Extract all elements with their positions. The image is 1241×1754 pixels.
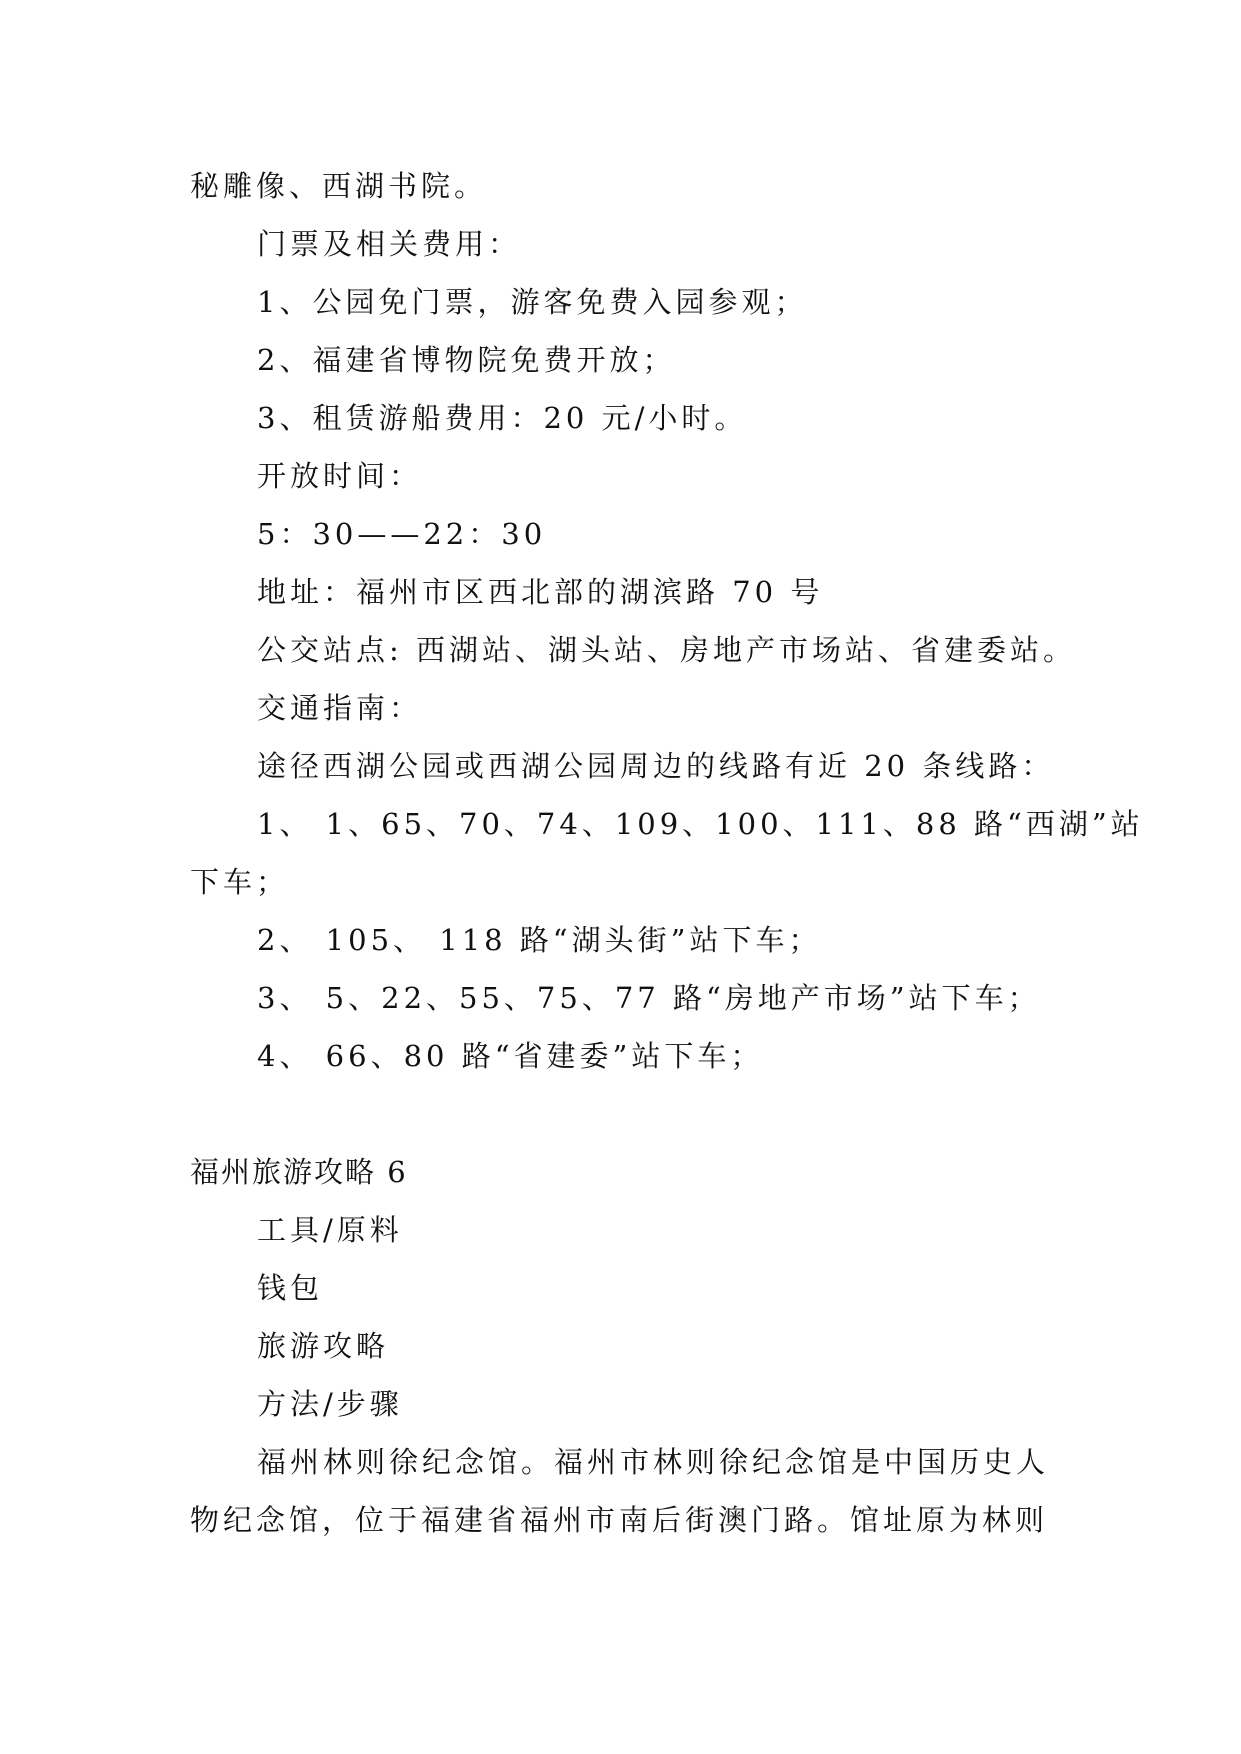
- tools-heading: 工具/原料: [257, 1213, 403, 1247]
- tool-item-guide: 旅游攻略: [257, 1329, 390, 1363]
- fees-heading: 门票及相关费用：: [257, 227, 522, 261]
- hours-value: 5：30——22：30: [257, 517, 547, 551]
- hours-heading: 开放时间：: [257, 459, 423, 493]
- method-heading: 方法/步骤: [257, 1387, 403, 1421]
- route-item-1: 1、 1、65、70、74、109、100、111、88 路“西湖”站: [257, 807, 1144, 841]
- route-item-1-continuation: 下车；: [190, 865, 290, 899]
- paragraph-continuation: 秘雕像、西湖书院。: [190, 169, 488, 203]
- route-item-3: 3、 5、22、55、75、77 路“房地产市场”站下车；: [257, 981, 1041, 1015]
- routes-intro: 途径西湖公园或西湖公园周边的线路有近 20 条线路：: [257, 749, 1055, 783]
- body-paragraph-line-1: 福州林则徐纪念馆。福州市林则徐纪念馆是中国历史人: [257, 1445, 1050, 1479]
- address-line: 地址：福州市区西北部的湖滨路 70 号: [257, 575, 824, 609]
- route-item-4: 4、 66、80 路“省建委”站下车；: [257, 1039, 764, 1073]
- fee-item-2: 2、福建省博物院免费开放；: [257, 343, 676, 377]
- tool-item-wallet: 钱包: [257, 1271, 324, 1305]
- section-heading: 福州旅游攻略 6: [190, 1155, 408, 1189]
- fee-item-3: 3、租赁游船费用：20 元/小时。: [257, 401, 748, 435]
- fee-item-1: 1、公园免门票，游客免费入园参观；: [257, 285, 808, 319]
- route-item-2: 2、 105、 118 路“湖头街”站下车；: [257, 923, 822, 957]
- transport-heading: 交通指南：: [257, 691, 423, 725]
- bus-stops-line: 公交站点: 西湖站、湖头站、房地产市场站、省建委站。: [257, 633, 1076, 667]
- body-paragraph-line-2: 物纪念馆，位于福建省福州市南后街澳门路。馆址原为林则: [190, 1503, 1049, 1537]
